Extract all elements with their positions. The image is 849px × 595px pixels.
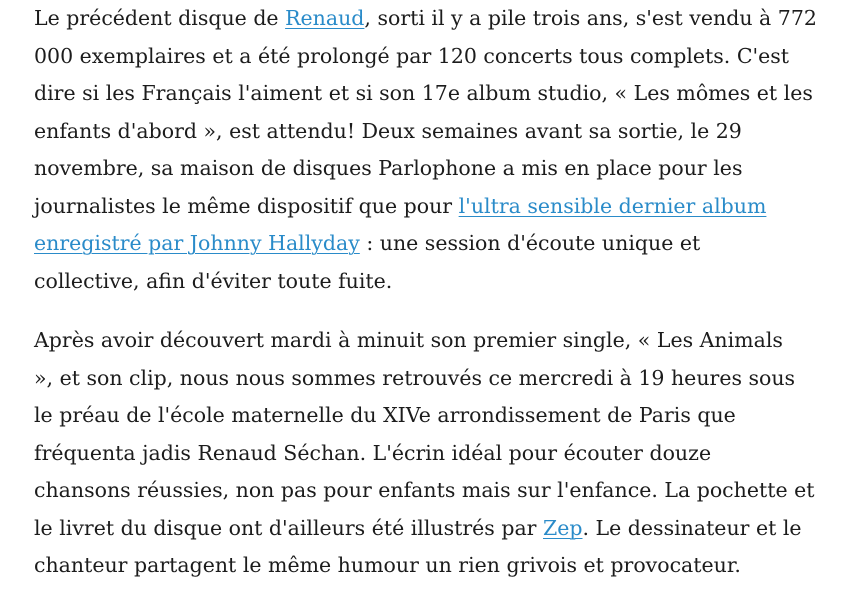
text-line — [34, 0, 819, 38]
text-segment: . Le dessinateur et le — [582, 515, 802, 540]
text-line: novembre, sa maison de disques Parlophone a mis en place pour les — [34, 156, 743, 180]
text-line: 000 exemplaires et a été prolongé par 120 concerts tous complets. C'est — [34, 43, 790, 68]
link-zep[interactable]: Zep — [543, 515, 583, 540]
link-johnny-hallyday-album[interactable]: l'ultra sensible dernier album — [458, 193, 767, 218]
text-line: le préau de l'école maternelle du XIVe arrondissement de Paris que — [34, 403, 736, 427]
text-line — [34, 225, 819, 263]
text-line: dire si les Français l'aiment et si son 17e album studio, « Les mômes et les — [34, 81, 813, 105]
text-line: », et son clip, nous nous sommes retrouvés ce mercredi à 19 heures sous — [34, 365, 796, 390]
link-johnny-hallyday-album-cont[interactable]: enregistré par Johnny Hallyday — [34, 231, 360, 255]
text-line: chansons réussies, non pas pour enfants mais sur l'enfance. La pochette et — [34, 478, 815, 502]
text-segment: Le précédent disque de — [34, 6, 286, 30]
text-segment: , sorti il y a pile trois ans, s'est vendu à 772 — [364, 6, 817, 30]
text-line: enfants d'abord », est attendu! Deux semaines avant sa sortie, le 29 — [34, 118, 742, 143]
text-line: chanteur partagent le même humour un rien grivois et provocateur. — [34, 553, 741, 577]
text-line: fréquenta jadis Renaud Séchan. L'écrin idéal pour écouter douze — [34, 440, 712, 465]
text-segment: journalistes le même dispositif que pour — [34, 193, 459, 218]
text-line — [34, 188, 819, 226]
link-renaud[interactable]: Renaud — [285, 6, 365, 30]
text-line — [34, 510, 819, 548]
article-paragraph-2 — [34, 322, 819, 585]
text-line: collective, afin d'éviter toute fuite. — [34, 268, 393, 293]
article-paragraph-1 — [34, 0, 819, 300]
article-body — [34, 0, 819, 585]
text-line: Après avoir découvert mardi à minuit son premier single, « Les Animals — [34, 328, 783, 352]
text-segment: le livret du disque ont d'ailleurs été illustrés par — [34, 515, 543, 540]
text-segment: : une session d'écoute unique et — [359, 231, 701, 255]
